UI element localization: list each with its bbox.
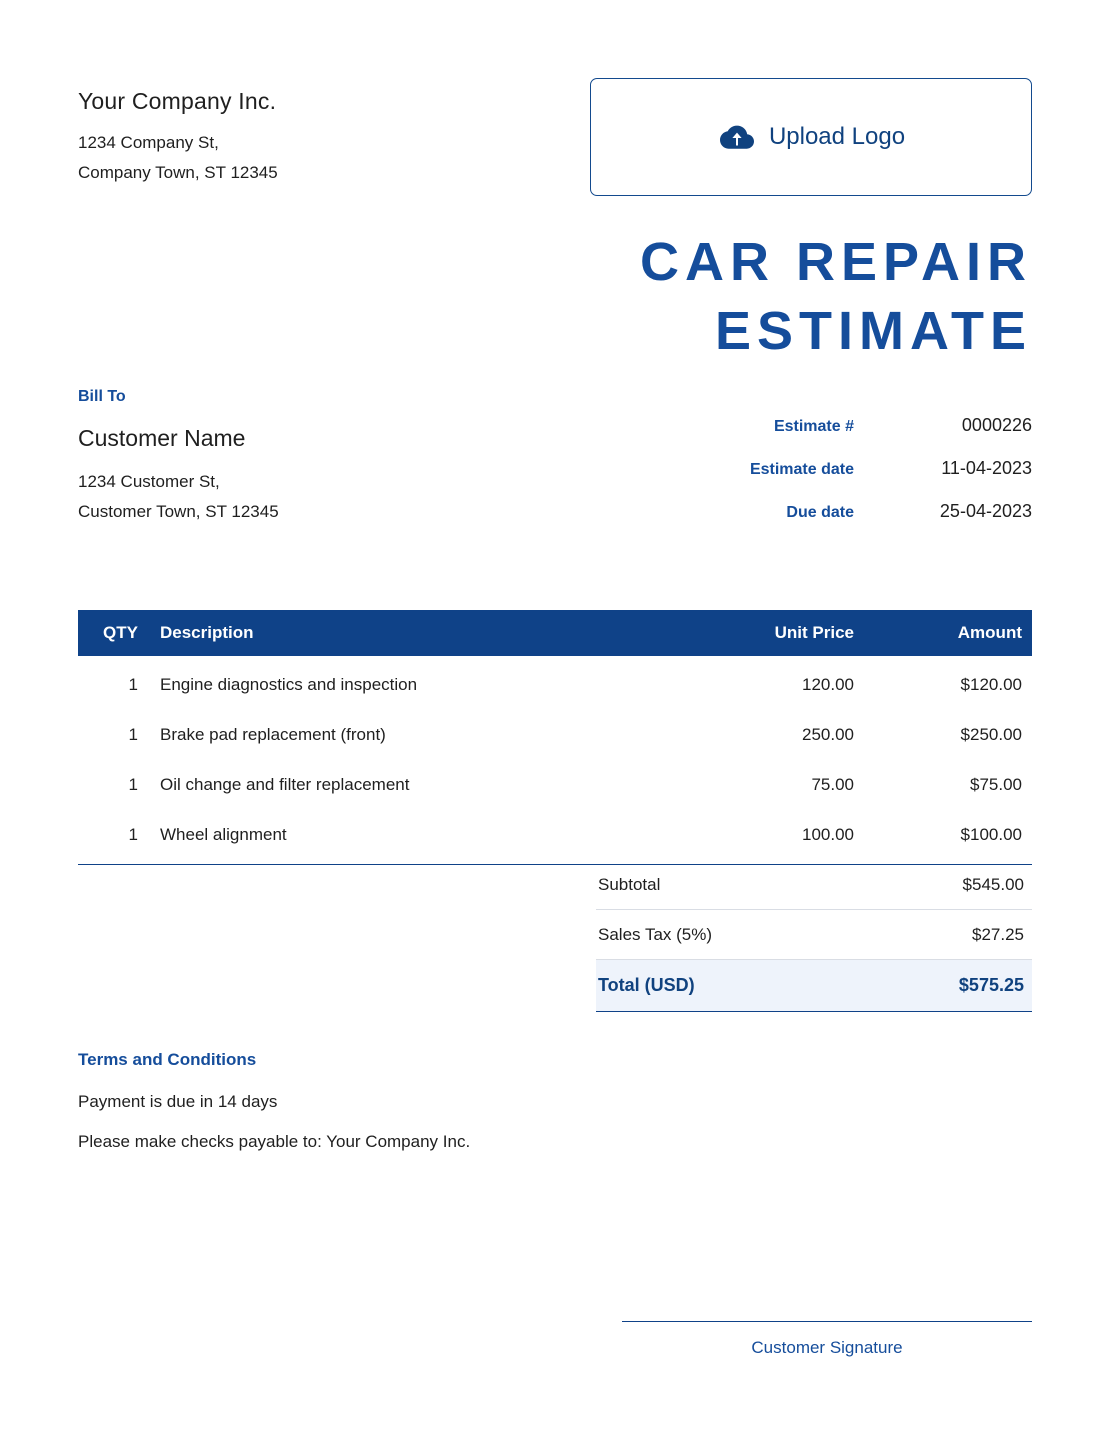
- due-date-row: [612, 501, 1032, 522]
- header-amount: Amount: [957, 623, 1022, 642]
- estimate-number-value: 0000226: [961, 415, 1032, 435]
- total-value: $575.25: [958, 975, 1024, 995]
- cloud-upload-icon: [717, 123, 755, 151]
- tax-value: $27.25: [972, 924, 1024, 944]
- table-header-row: [78, 610, 1032, 656]
- company-address-line2: Company Town, ST 12345: [78, 162, 278, 182]
- total-label: Total (USD): [598, 975, 695, 995]
- signature-block: [622, 1321, 1032, 1358]
- table-row: [78, 810, 1032, 860]
- page-title: [332, 228, 1032, 366]
- subtotal-label: Subtotal: [598, 874, 661, 894]
- document-header: [78, 78, 1032, 198]
- estimate-number-row: [612, 415, 1032, 436]
- table-row: [78, 760, 1032, 810]
- terms-section: [78, 1050, 718, 1172]
- company-address-line1: 1234 Company St,: [78, 133, 219, 152]
- customer-name: Customer Name: [78, 425, 246, 451]
- line-items-table: [78, 610, 1032, 865]
- estimate-date-label: Estimate date: [749, 461, 854, 478]
- estimate-meta: [612, 415, 1032, 544]
- total-row: [596, 960, 1032, 1012]
- customer-address-line2: Customer Town, ST 12345: [78, 502, 279, 522]
- tax-row: [596, 910, 1032, 960]
- signature-line: [622, 1321, 1032, 1322]
- cell-amount: $100.00: [960, 825, 1022, 844]
- customer-address-line1: 1234 Customer St,: [78, 472, 220, 491]
- totals-section: [596, 860, 1032, 1012]
- cell-description: Wheel alignment: [160, 825, 287, 844]
- cell-amount: $250.00: [960, 725, 1022, 744]
- terms-line-1: Payment is due in 14 days: [78, 1092, 278, 1111]
- page-title-line2: ESTIMATE: [715, 301, 1032, 362]
- bill-to-section: [78, 388, 548, 528]
- due-date-label: Due date: [786, 504, 854, 521]
- header-unit-price: Unit Price: [774, 623, 854, 642]
- cell-description: Brake pad replacement (front): [160, 725, 386, 744]
- subtotal-value: $545.00: [962, 874, 1024, 894]
- header-description: Description: [160, 623, 254, 642]
- table-body: [78, 656, 1032, 865]
- estimate-date-row: [612, 458, 1032, 479]
- cell-qty: 1: [128, 825, 138, 844]
- upload-logo-button[interactable]: [590, 78, 1032, 196]
- company-info: [78, 88, 508, 188]
- cell-unit-price: 100.00: [802, 825, 854, 844]
- bill-to-label: Bill To: [78, 388, 126, 405]
- cell-unit-price: 250.00: [802, 725, 854, 744]
- cell-qty: 1: [128, 675, 138, 694]
- estimate-number-label: Estimate #: [773, 418, 854, 435]
- cell-unit-price: 75.00: [811, 775, 854, 794]
- terms-line-2: Please make checks payable to: Your Company Inc.: [78, 1132, 471, 1151]
- page-title-line1: CAR REPAIR: [639, 232, 1032, 292]
- company-name: Your Company Inc.: [78, 88, 277, 114]
- upload-logo-label: Upload Logo: [768, 123, 906, 150]
- signature-label: Customer Signature: [751, 1338, 903, 1357]
- cell-unit-price: 120.00: [802, 675, 854, 694]
- subtotal-row: [596, 860, 1032, 910]
- cell-amount: $120.00: [960, 675, 1022, 694]
- cell-qty: 1: [128, 725, 138, 744]
- table-row: [78, 660, 1032, 710]
- terms-title: Terms and Conditions: [78, 1050, 257, 1069]
- cell-description: Engine diagnostics and inspection: [160, 675, 418, 694]
- due-date-value: 25-04-2023: [939, 501, 1032, 521]
- cell-qty: 1: [128, 775, 138, 794]
- tax-label: Sales Tax (5%): [598, 924, 713, 944]
- estimate-date-value: 11-04-2023: [941, 458, 1032, 478]
- table-row: [78, 710, 1032, 760]
- cell-description: Oil change and filter replacement: [160, 775, 410, 794]
- cell-amount: $75.00: [970, 775, 1022, 794]
- header-qty: QTY: [103, 623, 138, 642]
